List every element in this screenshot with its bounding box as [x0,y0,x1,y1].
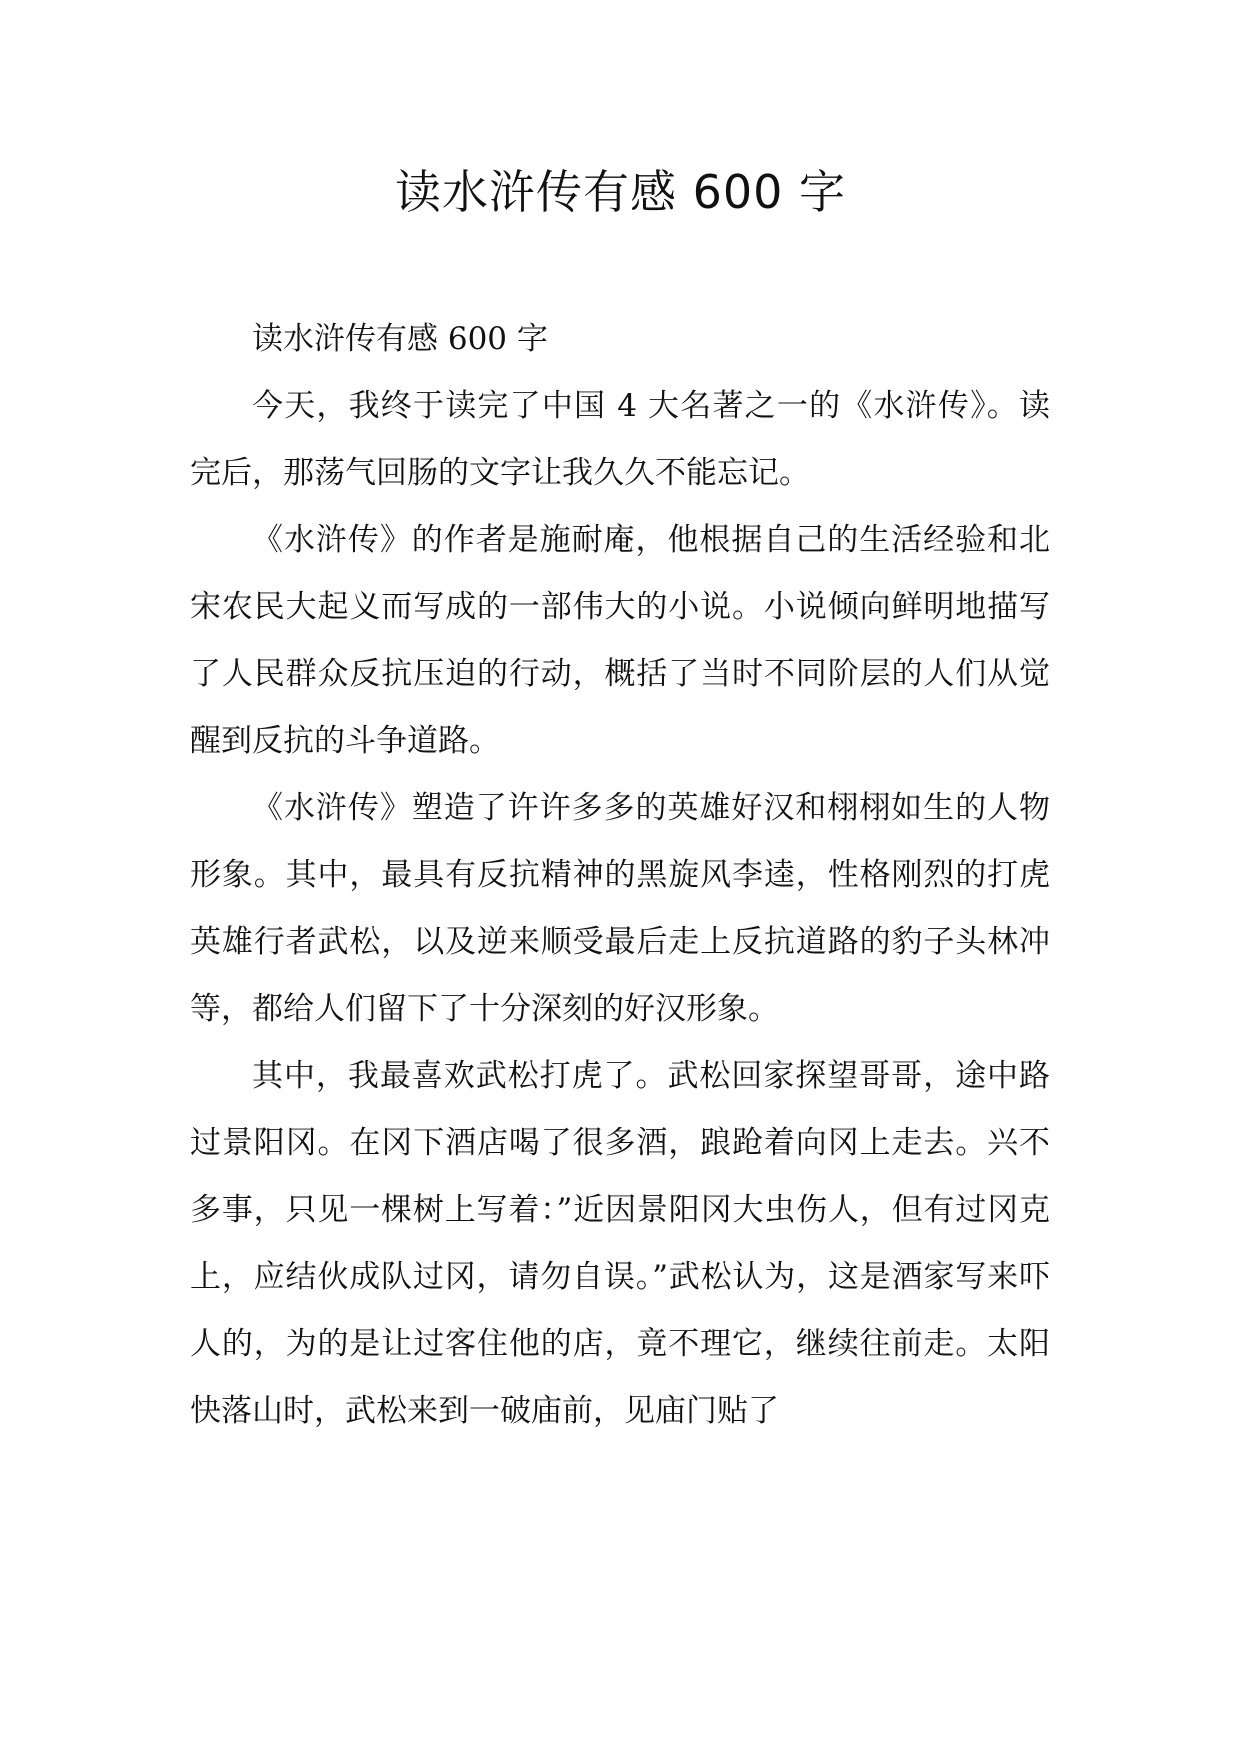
document-body [190,306,1050,1445]
paragraph-author: 《水浒传》的作者是施耐庵，他根据自己的生活经验和北宋农民大起义而写成的一部伟大的小说。小说倾向鲜明地描写了人民群众反抗压迫的行动，概括了当时不同阶层的人们从觉醒到反抗的斗争道路。 [190,522,1050,759]
paragraph-intro: 今天，我终于读完了中国 4 大名著之一的《水浒传》。读完后，那荡气回肠的文字让我久久不能忘记。 [190,388,1050,491]
paragraph-subtitle: 读水浒传有感 600 字 [252,321,548,357]
paragraph-wusong: 其中，我最喜欢武松打虎了。武松回家探望哥哥，途中路过景阳冈。在冈下酒店喝了很多酒，踉跄着向冈上走去。兴不多事，只见一棵树上写着：”近因景阳冈大虫伤人，但有过冈克上，应结伙成队过冈，请勿自误。”武松认为，这是酒家写来吓人的，为的是让过客住他的店，竟不理它，继续往前走。太阳快落山时，武松来到一破庙前，见庙门贴了 [190,1058,1050,1429]
paragraph-characters: 《水浒传》塑造了许许多多的英雄好汉和栩栩如生的人物形象。其中，最具有反抗精神的黑旋风李逵，性格刚烈的打虎英雄行者武松，以及逆来顺受最后走上反抗道路的豹子头林冲等，都给人们留下了十分深刻的好汉形象。 [190,790,1050,1027]
document-title: 读水浒传有感 600 字 [394,165,847,219]
